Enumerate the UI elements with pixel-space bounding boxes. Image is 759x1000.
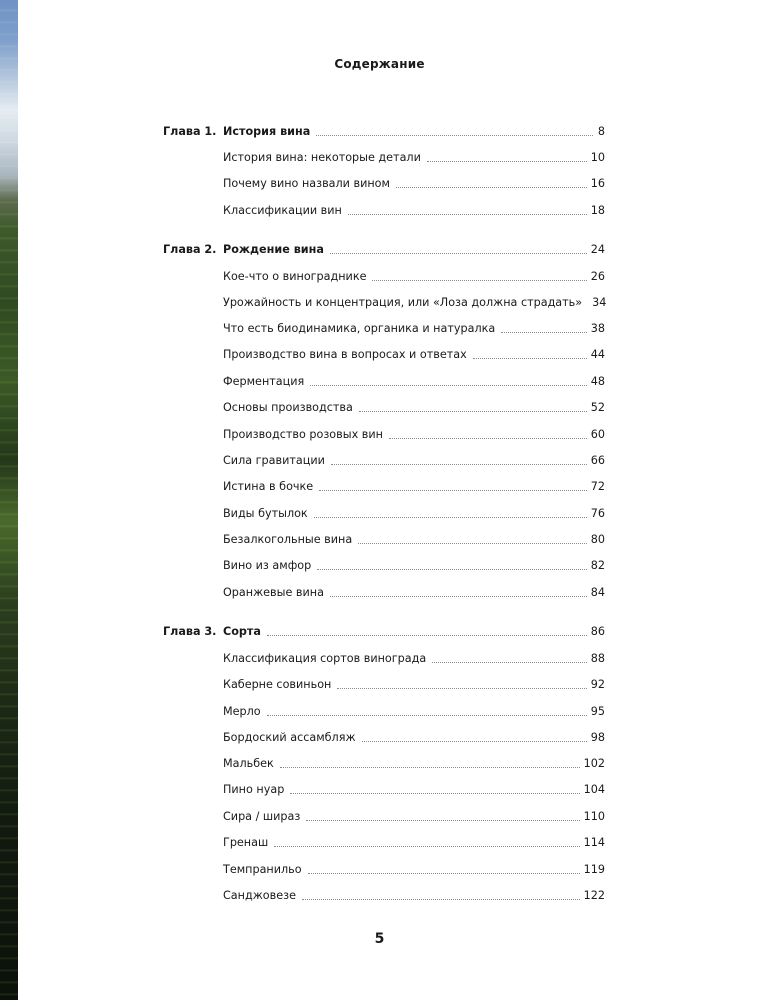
toc-section[interactable] [163, 426, 605, 442]
dot-leader [330, 595, 587, 597]
toc-section[interactable] [163, 557, 605, 573]
dot-leader [501, 331, 587, 333]
page-ref: 24 [590, 243, 605, 256]
toc-section[interactable] [163, 478, 605, 494]
page-ref: 114 [583, 836, 605, 849]
toc-section[interactable] [163, 676, 605, 692]
dot-leader [331, 463, 587, 465]
section-title: Кое-что о винограднике [223, 270, 367, 283]
section-title: Мальбек [223, 757, 274, 770]
page-ref: 80 [590, 533, 605, 546]
chapter-number: Глава 2. [163, 243, 217, 256]
page-ref: 8 [597, 125, 605, 138]
page-ref: 26 [590, 270, 605, 283]
section-title: Мерло [223, 705, 261, 718]
section-title: Вино из амфор [223, 559, 312, 572]
dot-leader [337, 687, 586, 689]
toc-section[interactable] [163, 584, 605, 600]
dot-leader [317, 568, 587, 570]
toc-chapter-1[interactable] [163, 123, 605, 139]
chapter-title: Сорта [223, 625, 261, 638]
toc-section[interactable] [163, 781, 605, 797]
toc-section[interactable] [163, 149, 605, 165]
dot-leader [274, 845, 579, 847]
toc-section[interactable] [163, 755, 605, 771]
dot-leader [358, 542, 587, 544]
section-title: История вина: некоторые детали [223, 151, 421, 164]
toc-section[interactable] [163, 175, 605, 191]
dot-leader [290, 792, 579, 794]
toc-section[interactable] [163, 202, 605, 218]
section-title: Безалкогольные вина [223, 533, 353, 546]
section-title: Санджовезе [223, 889, 296, 902]
section-title: Виды бутылок [223, 507, 308, 520]
chapter-title: Рождение вина [223, 243, 324, 256]
section-title: Каберне совиньон [223, 678, 332, 691]
dot-leader [362, 740, 587, 742]
page-ref: 110 [583, 810, 605, 823]
dot-leader [427, 160, 587, 162]
page-ref: 48 [590, 375, 605, 388]
toc-section[interactable] [163, 346, 605, 362]
dot-leader [359, 410, 587, 412]
dot-leader [330, 252, 587, 254]
section-title: Урожайность и концентрация, или «Лоза должна страдать» [223, 296, 583, 309]
section-title: Пино нуар [223, 783, 285, 796]
dot-leader [389, 437, 587, 439]
dot-leader [432, 661, 587, 663]
section-title: Сила гравитации [223, 454, 325, 467]
page-ref: 16 [590, 177, 605, 190]
toc-section[interactable] [163, 834, 605, 850]
chapter-number: Глава 1. [163, 125, 217, 138]
toc-section[interactable] [163, 373, 605, 389]
toc-section[interactable] [163, 861, 605, 877]
toc-chapter-2[interactable] [163, 241, 605, 257]
dot-leader [306, 819, 579, 821]
section-title: Производство вина в вопросах и ответах [223, 348, 467, 361]
dot-leader [372, 279, 586, 281]
toc-section[interactable] [163, 650, 605, 666]
page-ref: 66 [590, 454, 605, 467]
page-ref: 38 [590, 322, 605, 335]
page-ref: 76 [590, 507, 605, 520]
dot-leader [308, 872, 580, 874]
page-ref: 88 [590, 652, 605, 665]
page-ref: 102 [583, 757, 605, 770]
dot-leader [396, 186, 587, 188]
page-ref: 44 [590, 348, 605, 361]
dot-leader [473, 357, 587, 359]
chapter-number: Глава 3. [163, 625, 217, 638]
dot-leader [348, 213, 587, 215]
section-title: Истина в бочке [223, 480, 314, 493]
dot-leader [280, 766, 580, 768]
dot-leader [310, 384, 587, 386]
page-ref: 34 [592, 296, 607, 309]
section-title: Оранжевые вина [223, 586, 324, 599]
page-ref: 119 [583, 863, 605, 876]
section-title: Гренаш [223, 836, 269, 849]
page-ref: 60 [590, 428, 605, 441]
toc-section[interactable] [163, 294, 605, 310]
section-title: Сира / шираз [223, 810, 301, 823]
chapter-title: История вина [223, 125, 311, 138]
section-title: Темпранильо [223, 863, 302, 876]
dot-leader [267, 714, 587, 716]
toc-section[interactable] [163, 452, 605, 468]
section-title: Классификация сортов винограда [223, 652, 427, 665]
page-ref: 72 [590, 480, 605, 493]
toc-section[interactable] [163, 399, 605, 415]
toc-title: Содержание [334, 57, 425, 71]
page-ref: 86 [590, 625, 605, 638]
toc-section[interactable] [163, 505, 605, 521]
toc-section[interactable] [163, 808, 605, 824]
section-title: Что есть биодинамика, органика и натуралка [223, 322, 496, 335]
toc-section[interactable] [163, 531, 605, 547]
section-title: Основы производства [223, 401, 353, 414]
dot-leader [267, 634, 587, 636]
section-title: Классификации вин [223, 204, 342, 217]
page-ref: 52 [590, 401, 605, 414]
page-ref: 122 [583, 889, 605, 902]
dot-leader [314, 516, 587, 518]
dot-leader [316, 134, 593, 136]
page-ref: 98 [590, 731, 605, 744]
dot-leader [302, 898, 580, 900]
page-ref: 18 [590, 204, 605, 217]
page-ref: 92 [590, 678, 605, 691]
page-ref: 104 [583, 783, 605, 796]
vineyard-photo-edge [0, 0, 18, 1000]
page-ref: 84 [590, 586, 605, 599]
page-ref: 82 [590, 559, 605, 572]
toc-chapter-3[interactable] [163, 623, 605, 639]
page-number: 5 [374, 931, 385, 947]
section-title: Бордоский ассамбляж [223, 731, 356, 744]
page-ref: 95 [590, 705, 605, 718]
page-ref: 10 [590, 151, 605, 164]
toc-section[interactable] [163, 887, 605, 903]
section-title: Производство розовых вин [223, 428, 383, 441]
toc-section[interactable] [163, 320, 605, 336]
toc-section[interactable] [163, 268, 605, 284]
section-title: Почему вино назвали вином [223, 177, 390, 190]
toc-section[interactable] [163, 729, 605, 745]
toc-section[interactable] [163, 703, 605, 719]
dot-leader [319, 489, 587, 491]
section-title: Ферментация [223, 375, 305, 388]
